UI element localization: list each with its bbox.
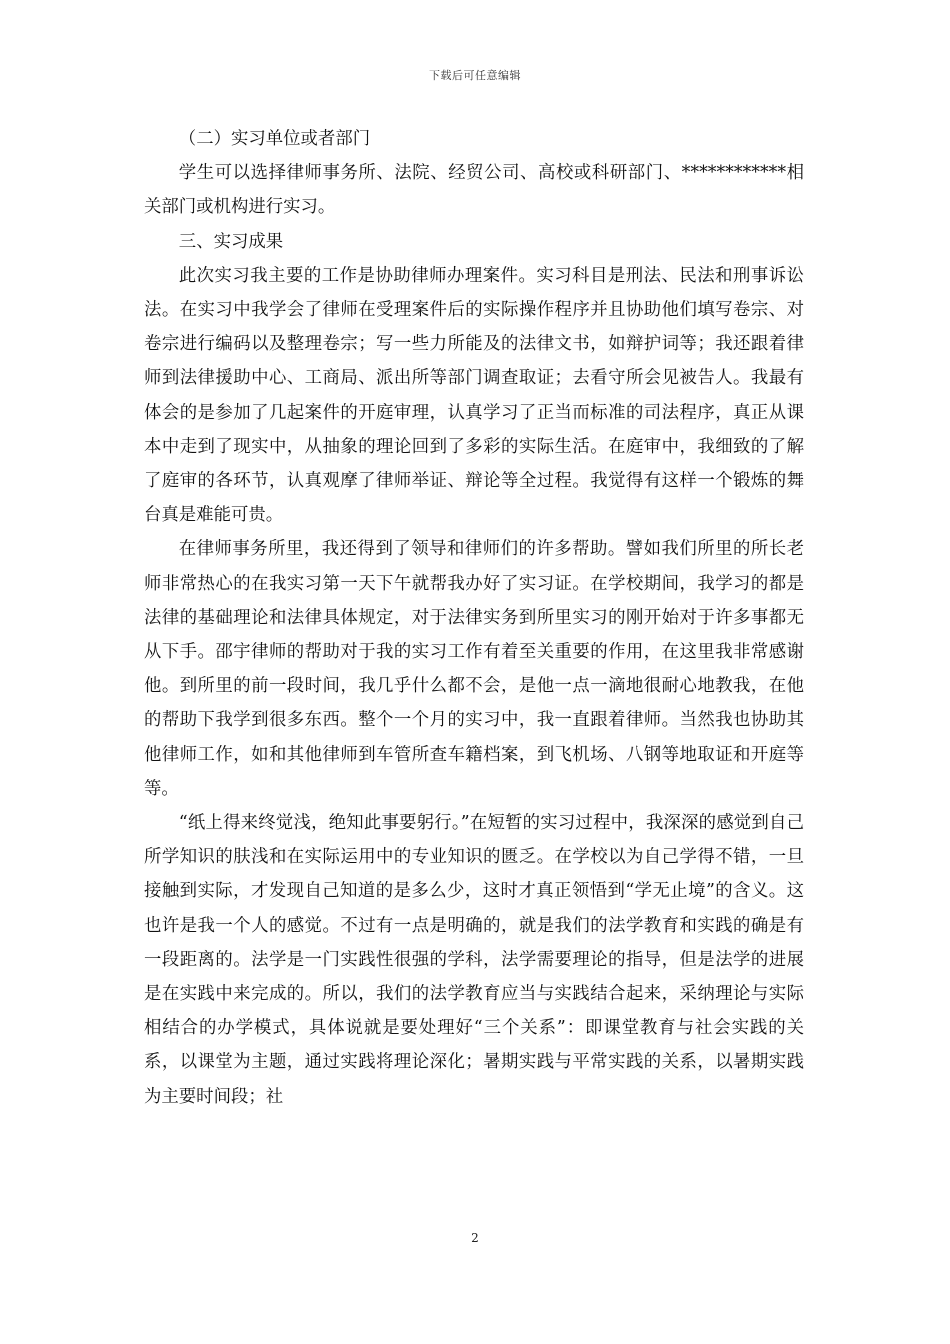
section-heading-internship-results: 三、实习成果 bbox=[178, 231, 284, 252]
paragraph-reflection: “纸上得来终觉浅，绝知此事要躬行。”在短暂的实习过程中，我深深的感觉到自己所学知识的肤浅和在实际运用中的专业知识的匮乏。在学校以为自己学得不错，一旦接触到实际，才发现自己知道的是多么少，这时才真正领悟到“学无止境”的含义。这也许是我一个人的感觉。不过有一点是明确的，就是我们的法学教育和实践的确是有一段距离的。法学是一门实践性很强的学科，法学需要理论的指导，但是法学的进展是在实践中来完成的。所以，我们的法学教育应当与实践结合起来，采纳理论与实际相结合的办学模式，具体说就是要处理好“三个关系”：即课堂教育与社会实践的关系，以课堂为主题，通过实践将理论深化；暑期实践与平常实践的关系，以暑期实践为主要时间段；社 bbox=[144, 813, 804, 1107]
paragraph-internship-work: 此次实习我主要的工作是协助律师办理案件。实习科目是刑法、民法和刑事诉讼法。在实习中我学会了律师在受理案件后的实际操作程序并且协助他们填写卷宗、对卷宗进行编码以及整理卷宗；写一些力所能及的法律文书，如辩护词等；我还跟着律师到法律援助中心、工商局、派出所等部门调查取证；去看守所会见被告人。我最有体会的是参加了几起案件的开庭审理，认真学习了正当而标准的司法程序，真正从课本中走到了现实中，从抽象的理论回到了多彩的实际生活。在庭审中，我细致的了解了庭审的各环节，认真观摩了律师举证、辩论等全过程。我觉得有这样一个锻炼的舞台真是难能可贵。 bbox=[144, 265, 804, 526]
section-subheading-internship-unit: （二）实习单位或者部门 bbox=[178, 129, 371, 149]
page-number: 2 bbox=[471, 1231, 479, 1245]
page-header: 下载后可任意编辑 bbox=[429, 69, 521, 82]
paragraph-internship-options: 学生可以选择律师事务所、法院、经贸公司、高校或科研部门、************相关部门或机构进行实习。 bbox=[144, 163, 804, 218]
document-body bbox=[144, 122, 804, 1114]
paragraph-law-firm-help: 在律师事务所里，我还得到了领导和律师们的许多帮助。譬如我们所里的所长老师非常热心的在我实习第一天下午就帮我办好了实习证。在学校期间，我学习的都是法律的基础理论和法律具体规定，对于法律实务到所里实习的刚开始对于许多事都无从下手。邵宇律师的帮助对于我的实习工作有着至关重要的作用，在这里我非常感谢他。到所里的前一段时间，我几乎什么都不会，是他一点一滴地很耐心地教我，在他的帮助下我学到很多东西。整个一个月的实习中，我一直跟着律师。当然我也协助其他律师工作，如和其他律师到车管所查车籍档案，到飞机场、八钢等地取证和开庭等等。 bbox=[144, 539, 804, 799]
